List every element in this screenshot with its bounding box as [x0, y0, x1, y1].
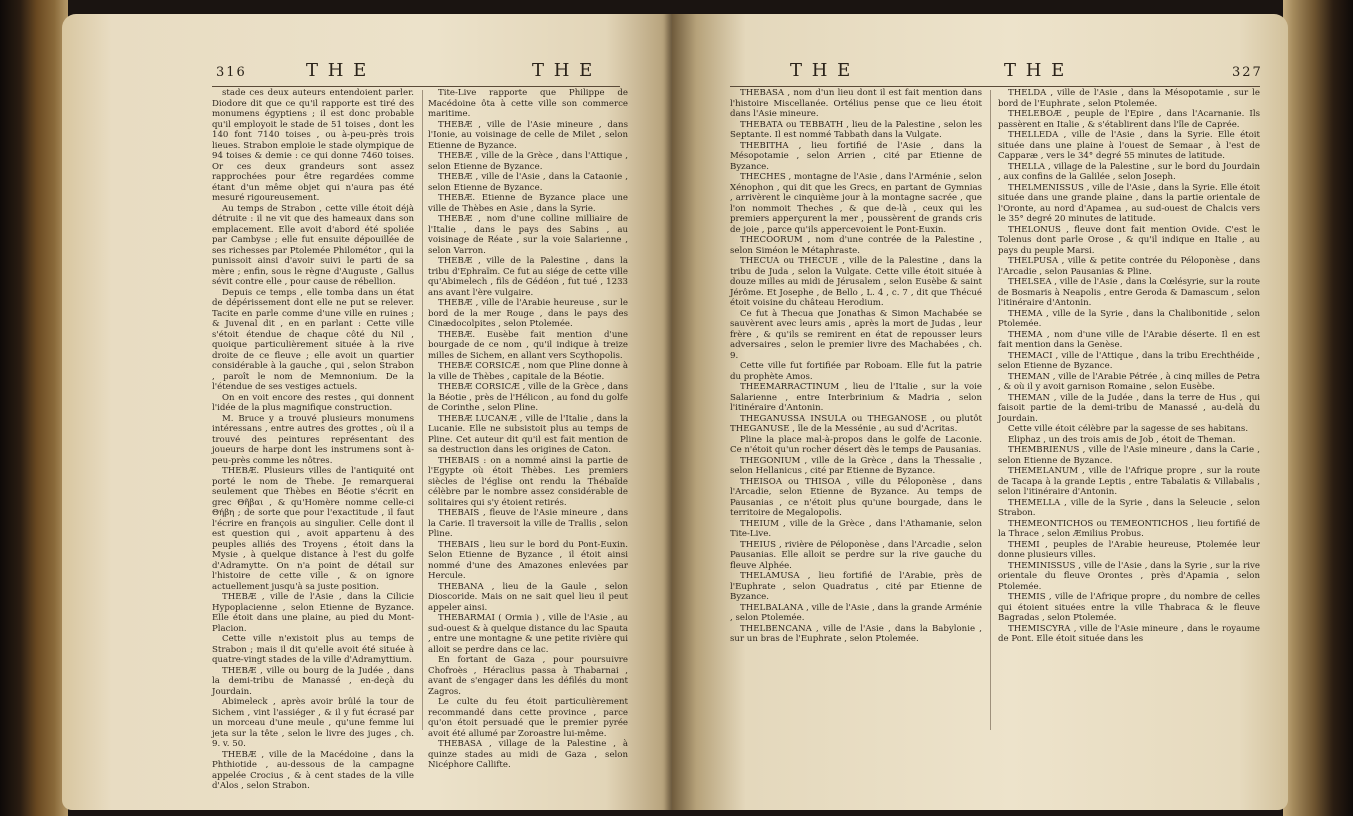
entry-paragraph: THEBANA , lieu de la Gaule , selon Dioscoride. Mais on ne sait quel lieu il peut appeler ainsi.: [428, 581, 628, 613]
left-running-head-2: T H E: [532, 60, 595, 81]
entry-paragraph: THEBÆ. Plusieurs villes de l'antiquité ont porté le nom de Thebe. Je remarquerai seulement que Thèbes en Béotie s'écrit en grec Θῆβαι , & qu'Homère nomme celle-ci Θήβη ; de sorte que pour l'exactitude , il faut l'écrire en françois au singulier. Celle dont il est question qui , avoit appartenu à des peuples alliés des Troyens , étoit dans la Mysie , à quelque distance à l'est du golfe d'Adramytte. On n'a point de détail sur l'histoire de cette ville , & on ignore actuellement jusqu'à sa juste position.: [212, 466, 414, 592]
right-column-1: [730, 88, 982, 645]
entry-paragraph: stade ces deux auteurs entendoient parler. Diodore dit que ce qu'il rapporte est tiré des monumens égyptiens ; il est donc probable qu'il employoit le stade de 51 toises , dont les 140 font 7140 toises , ou à-peu-près trois lieues. Strabon emploie le stade olympique de 94 toises & demie : ce qui donne 7460 toises. Or ces deux grandeurs sont assez rapprochées pour être regardées comme étant d'un même objet qui n'aura pas été mesuré rigoureusement.: [212, 88, 414, 203]
entry-paragraph: THEBÆ. Eusèbe fait mention d'une bourgade de ce nom , qu'il indique à treize milles de Sichem, en allant vers Scythopolis.: [428, 329, 628, 361]
right-page: [672, 14, 1288, 810]
entry-paragraph: THELAMUSA , lieu fortifié de l'Arabie, près de l'Euphrate , selon Quadratus , cité par Etienne de Byzance.: [730, 571, 982, 602]
right-page-number: 327: [1232, 65, 1263, 80]
entry-paragraph: THEMA , ville de la Syrie , dans la Chalibonitide , selon Ptolemée.: [998, 308, 1260, 329]
entry-paragraph: THEBÆ CORSICÆ , ville de la Grèce , dans la Béotie , près de l'Hélicon , au fond du golfe de Corinthe , selon Pline.: [428, 382, 628, 413]
entry-paragraph: THEBASA , nom d'un lieu dont il est fait mention dans l'histoire Miscellanée. Ortélius pense que ce lieu étoit dans l'Asie mineure.: [730, 88, 982, 119]
entry-paragraph: THEMINISSUS , ville de l'Asie , dans la Syrie , sur la rive orientale du fleuve Orontes , près d'Apamia , selon Ptolemée.: [998, 560, 1260, 592]
entry-paragraph: Cette ville n'existoit plus au temps de Strabon ; mais il dit qu'elle avoit été située à quatre-vingt stades de la ville d'Adramyttium.: [212, 634, 414, 665]
entry-paragraph: THECOORUM , nom d'une contrée de la Palestine , selon Siméon le Métaphraste.: [730, 235, 982, 256]
entry-paragraph: THEBÆ , ville de la Macédoine , dans la Phthiotide , au-dessous de la campagne appelée Crocius , & à cent stades de la ville d'Alos , selon Strabon.: [212, 749, 414, 791]
column-divider: [422, 90, 423, 730]
entry-paragraph: THEGANUSSA INSULA ou THEGANOSE , ou plutôt THEGANUSE , île de la Messénie , au sud d'Acritas.: [730, 413, 982, 434]
entry-paragraph: Eliphaz , un des trois amis de Job , étoit de Theman.: [1008, 434, 1236, 445]
entry-paragraph: Le culte du feu étoit particulièrement recommandé dans cette province , parce qu'on étoit persuadé que le premier pyrée avoit été allumé par Zoroastre lui-même.: [428, 697, 628, 739]
entry-paragraph: THEBAIS : on a nommé ainsi la partie de l'Egypte où étoit Thèbes. Les premiers siècles de l'église ont rendu la Thébaïde célèbre par le nombre assez considérable de solitaires qui s'y étoient retirés.: [428, 455, 628, 508]
entry-paragraph: THEBÆ , ville de la Grèce , dans l'Attique , selon Etienne de Byzance.: [428, 151, 628, 172]
entry-paragraph: THEMELANUM , ville de l'Afrique propre , sur la route de Tacapa à la grande Leptis , entre Tabalatis & Villabalis , selon l'itinéraire d'Antonin.: [998, 466, 1260, 497]
left-page-edges: [0, 0, 68, 816]
entry-paragraph: THELBALANA , ville de l'Asie , dans la grande Arménie , selon Ptolemée.: [730, 602, 982, 623]
entry-paragraph: Ce fut à Thecua que Jonathas & Simon Machabée se sauvèrent avec leurs amis , après la mort de Judas , leur frère , & qu'ils se remirent en état de repousser leurs adversaires , selon le premier livre des Machabées , ch. 9.: [730, 308, 982, 361]
entry-paragraph: THECHES , montagne de l'Asie , dans l'Arménie , selon Xénophon , qui dit que les Grecs, en partant de Gymnias , arrivèrent le cinquième jour à la montagne sacrée , que l'on nommoit Theches , & que de-là , ceux qui les premiers apperçurent la mer , poussèrent de grands cris de joie , parce qu'ils appercevoient le Pont-Euxin.: [730, 172, 982, 235]
entry-paragraph: THEEMARRACTINUM , lieu de l'Italie , sur la voie Salarienne , entre Interbrinium & Madria , selon l'itinéraire d'Antonin.: [730, 382, 982, 413]
entry-paragraph: THEBÆ , ville de la Palestine , dans la tribu d'Ephraïm. Ce fut au siége de cette ville qu'Abimelech , fils de Gédéon , fut tué , 1233 ans avant l'ère vulgaire.: [428, 256, 628, 298]
entry-paragraph: THEMIS , ville de l'Afrique propre , du nombre de celles qui étoient situées entre la ville Thabraca & le fleuve Bagradas , selon Ptolemée.: [998, 592, 1260, 623]
entry-paragraph: Depuis ce temps , elle tomba dans un état de dépérissement dont elle ne put se relever. Tacite en parle comme d'une ville en ruines ; & Juvenal dit , en en parlant : Cette ville s'étoit étendue de chaque côté du Nil , quoique particulièrement située à la rive droite de ce fleuve ; elle avoit un quartier considérable à la gauche , qui , selon Strabon , paroît le nom de Memnonium. De la l'étendue de ses vestiges actuels.: [212, 287, 414, 392]
entry-paragraph: THEBÆ CORSICÆ , nom que Pline donne à la ville de Thèbes , capitale de la Béotie.: [428, 361, 628, 382]
entry-paragraph: THEBATA ou TEBBATH , lieu de la Palestine , selon les Septante. Il est nommé Tabbath dans la Vulgate.: [730, 119, 982, 140]
entry-paragraph: THEMAN , ville de la Judée , dans la terre de Hus , qui faisoit partie de la demi-tribu de Manassé , au-delà du Jourdain.: [998, 392, 1260, 424]
entry-paragraph: THEBÆ , nom d'une colline milliaire de l'Italie , dans le pays des Sabins , au voisinage de Réate , sur la voie Salarienne , selon Varron.: [428, 214, 628, 256]
entry-paragraph: Abimeleck , après avoir brûlé la tour de Sichem , vint l'assiéger , & il y fut écrasé par un morceau d'une meule , qu'une femme lui jeta sur la tête , selon le livre des juges , ch. 9. v. 50.: [212, 697, 414, 749]
entry-paragraph: THELEBOÆ , peuple de l'Epire , dans l'Acarnanie. Ils passèrent en Italie , & s'établirent dans l'île de Caprée.: [998, 109, 1260, 130]
entry-paragraph: THEBÆ , ville de l'Asie , dans la Cilicie Hypoplacienne , selon Etienne de Byzance. Elle étoit dans une plaine, au pied du Mont-Placion.: [212, 592, 414, 634]
header-rule: [730, 86, 1260, 87]
entry-paragraph: THEIUM , ville de la Grèce , dans l'Athamanie, selon Tite-Live.: [730, 518, 982, 539]
entry-paragraph: THEBASA , village de la Palestine , à quinze stades au midi de Gaza , selon Nicéphore Callifte.: [428, 739, 628, 770]
entry-paragraph: En fortant de Gaza , pour poursuivre Chofroès , Héraclius passa à Thabarnai , avant de s'engager dans les défilés du mont Zagros.: [428, 655, 628, 697]
entry-paragraph: THELPUSA , ville & petite contrée du Péloponèse , dans l'Arcadie , selon Pausanias & Pline.: [998, 256, 1260, 277]
entry-paragraph: Cette ville fut fortifiée par Roboam. Elle fut la patrie du prophète Amos.: [730, 361, 982, 382]
entry-paragraph: THEMISCYRA , ville de l'Asie mineure , dans le royaume de Pont. Elle étoit située dans les: [998, 623, 1260, 644]
entry-paragraph: THEMBRIENUS , ville de l'Asie mineure , dans la Carie , selon Etienne de Byzance.: [998, 445, 1260, 466]
right-page-edges: [1283, 0, 1353, 816]
entry-paragraph: THEBÆ , ville de l'Arabie heureuse , sur le bord de la mer Rouge , dans le pays des Cinædocolpites , selon Ptolemée.: [428, 298, 628, 329]
entry-paragraph: THEBÆ , ville de l'Asie mineure , dans l'Ionie, au voisinage de celle de Milet , selon Etienne de Byzance.: [428, 119, 628, 151]
entry-paragraph: Au temps de Strabon , cette ville étoit déjà détruite : il ne vit que des hameaux dans son emplacement. Elle avoit d'abord été spoliée par Cambyse ; elle fut ensuite dépouillée de ses richesses par Ptolemée Philométor , qui la punissoit ainsi d'avoir suivi le parti de sa mère ; enfin, sous le règne d'Auguste , Gallus sévit contre elle , pour cause de rébellion.: [212, 203, 414, 287]
entry-paragraph: THELLA , village de la Palestine , sur le bord du Jourdain , aux confins de la Galilée , selon Joseph.: [998, 161, 1260, 182]
entry-paragraph: THELMENISSUS , ville de l'Asie , dans la Syrie. Elle étoit située dans une grande plaine , dans la partie orientale de l'Oronte, au nord d'Apamea , au sud-ouest de Chalcis vers le 35° degré 20 minutes de latitude.: [998, 182, 1260, 224]
right-column-2: [998, 88, 1260, 645]
entry-paragraph: THEMA , nom d'une ville de l'Arabie déserte. Il en est fait mention dans la Genèse.: [998, 329, 1260, 350]
entry-paragraph: THELDA , ville de l'Asie , dans la Mésopotamie , sur le bord de l'Euphrate , selon Ptolemée.: [998, 88, 1260, 109]
entry-paragraph: THEGONIUM , ville de la Grèce , dans la Thessalie , selon Hellanicus , cité par Etienne de Byzance.: [730, 455, 982, 476]
left-column-1: [212, 88, 414, 792]
left-page-number: 316: [216, 65, 247, 80]
entry-paragraph: THELBENCANA , ville de l'Asie , dans la Babylonie , sur un bras de l'Euphrate , selon Ptolemée.: [730, 623, 982, 644]
right-running-head-2: T H E: [1004, 60, 1067, 81]
entry-paragraph: THECUA ou THECUE , ville de la Palestine , dans la tribu de Juda , selon la Vulgate. Cette ville étoit située à douze milles au midi de Jérusalem , selon Eusèbe & saint Jérôme. Et Josephe , de Bello , L. 4 , c. 7 , dit que Thécué étoit voisine du château Herodium.: [730, 256, 982, 308]
entry-paragraph: THEMELLA , ville de la Syrie , dans la Seleucie , selon Strabon.: [998, 497, 1260, 518]
entry-paragraph: THEMEONTICHOS ou TEMEONTICHOS , lieu fortifié de la Thrace , selon Æmilius Probus.: [998, 518, 1260, 539]
entry-paragraph: THEBÆ , ville ou bourg de la Judée , dans la demi-tribu de Manassé , en-deçà du Jourdain.: [212, 665, 414, 697]
entry-paragraph: Tite-Live rapporte que Philippe de Macédoine ôta à cette ville son commerce maritime.: [428, 88, 628, 119]
entry-paragraph: M. Bruce y a trouvé plusieurs monumens intéressans , entre autres des grottes , où il a trouvé des peintures représentant des joueurs de harpe dont les instrumens sont à-peu-près comme les nôtres.: [212, 413, 414, 466]
entry-paragraph: THEISOA ou THISOA , ville du Péloponèse , dans l'Arcadie, selon Etienne de Byzance. Au temps de Pausanias , ce n'étoit plus qu'une bourgade, dans le territoire de Megalopolis.: [730, 476, 982, 518]
entry-paragraph: THEMAN , ville de l'Arabie Pétrée , à cinq milles de Petra , & où il y avoit garnison Romaine , selon Eusèbe.: [998, 371, 1260, 392]
entry-paragraph: Cette ville étoit célèbre par la sagesse de ses habitans.: [1008, 424, 1249, 434]
entry-paragraph: THEBITHA , lieu fortifié de l'Asie , dans la Mésopotamie , selon Arrien , cité par Etienne de Byzance.: [730, 140, 982, 172]
entry-paragraph: THELLEDA , ville de l'Asie , dans la Syrie. Elle étoit située dans une plaine à l'ouest de Semaar , à l'est de Capparæ , vers le 34° degré 55 minutes de latitude.: [998, 130, 1260, 161]
entry-paragraph: Pline la place mal-à-propos dans le golfe de Laconie. Ce n'étoit qu'un rocher désert dès le temps de Pausanias.: [730, 434, 982, 455]
entry-paragraph: THEMACI , ville de l'Attique , dans la tribu Erechthéide , selon Etienne de Byzance.: [998, 350, 1260, 371]
left-column-2: [428, 88, 628, 771]
right-running-head-1: T H E: [790, 60, 853, 81]
header-rule: [212, 86, 620, 87]
column-divider: [990, 90, 991, 730]
entry-paragraph: THEBARMAI ( Ormia ) , ville de l'Asie , au sud-ouest & à quelque distance du lac Spauta , entre une montagne & une petite rivière qui alloit se perdre dans ce lac.: [428, 613, 628, 655]
entry-paragraph: THEBÆ LUCANÆ , ville de l'Italie , dans la Lucanie. Elle ne subsistoit plus au temps de Pline. Cet auteur dit qu'il est fait mention de sa destruction dans les origines de Caton.: [428, 413, 628, 455]
left-running-head-1: T H E: [306, 60, 369, 81]
entry-paragraph: THEMI , peuples de l'Arabie heureuse, Ptolemée leur donne plusieurs villes.: [998, 539, 1260, 560]
left-page: [62, 14, 680, 810]
entry-paragraph: THEBAIS , lieu sur le bord du Pont-Euxin. Selon Etienne de Byzance , il étoit ainsi nommé d'une des Amazones enlevées par Hercule.: [428, 539, 628, 581]
entry-paragraph: THEBAIS , fleuve de l'Asie mineure , dans la Carie. Il traversoit la ville de Trallis , selon Pline.: [428, 508, 628, 539]
entry-paragraph: THELSEA , ville de l'Asie , dans la Cœlésyrie, sur la route de Bosmaris à Neapolis , entre Geroda & Damascum , selon l'itinéraire d'Antonin.: [998, 277, 1260, 308]
entry-paragraph: THEBÆ. Etienne de Byzance place une ville de Thèbes en Asie , dans la Syrie.: [428, 193, 628, 214]
entry-paragraph: THEIUS , rivière de Péloponèse , dans l'Arcadie , selon Pausanias. Elle alloit se perdre sur la rive gauche du fleuve Alphée.: [730, 539, 982, 571]
entry-paragraph: On en voit encore des restes , qui donnent l'idée de la plus magnifique construction.: [212, 392, 414, 413]
entry-paragraph: THELONUS , fleuve dont fait mention Ovide. C'est le Tolenus dont parle Orose , & qu'il indique en Italie , au pays du peuple Marsi.: [998, 224, 1260, 256]
entry-paragraph: THEBÆ , ville de l'Asie , dans la Cataonie , selon Etienne de Byzance.: [428, 172, 628, 193]
